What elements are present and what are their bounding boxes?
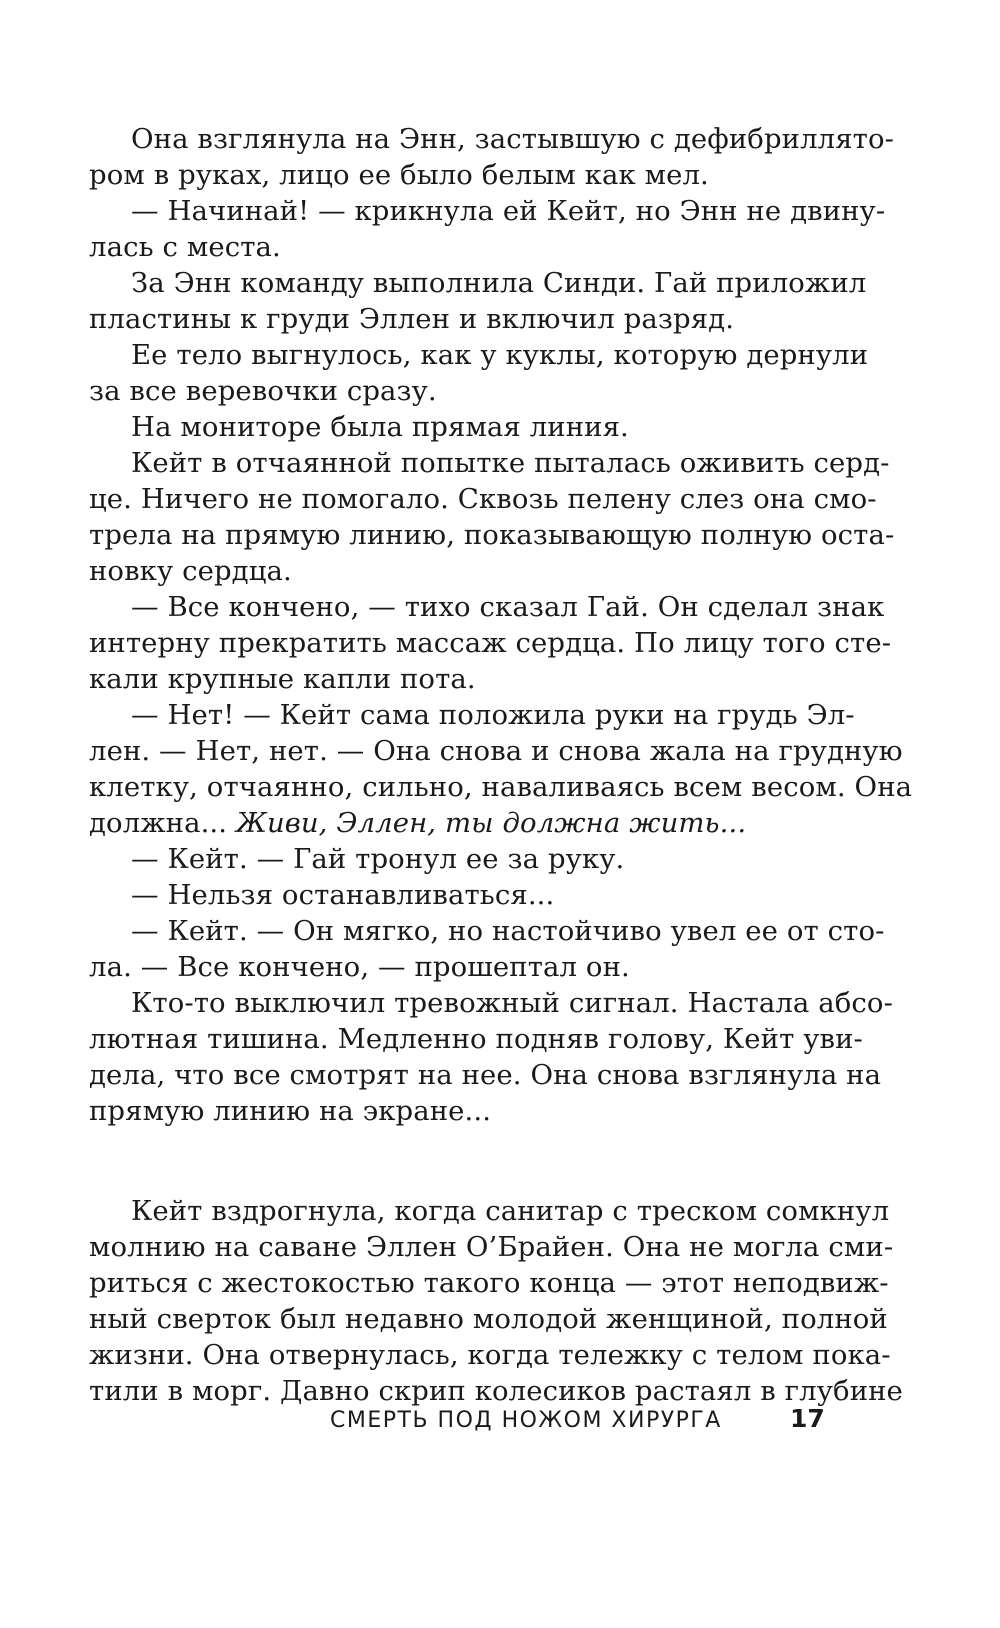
text-line: Она взглянула на Энн, застывшую с дефибриллято- — [131, 123, 895, 155]
paragraph-13 — [89, 1193, 903, 1409]
text-line: трела на прямую линию, показывающую полную оста- — [89, 519, 895, 551]
text-line — [89, 805, 829, 841]
text-line: — Нет! — Кейт сама положила руки на грудь Эл- — [131, 699, 855, 731]
text-line: — Кейт. — Гай тронул ее за руку. — [131, 843, 625, 875]
text-line: риться с жестокостью такого конца — этот неподвиж- — [89, 1267, 889, 1299]
text-line: це. Ничего не помогало. Сквозь пелену слез она смо- — [89, 483, 877, 515]
text-line: — Все кончено, — тихо сказал Гай. Он сделал знак — [131, 591, 885, 623]
running-footer-title: СМЕРТЬ ПОД НОЖОМ ХИРУРГА — [330, 1408, 722, 1433]
text-line: Кейт вздрогнула, когда санитар с треском сомкнул — [131, 1195, 890, 1227]
text-line: — Кейт. — Он мягко, но настойчиво увел ее от сто- — [131, 915, 885, 947]
italic-text: Живи, Эллен, ты должна жить... — [235, 807, 747, 839]
text-line: дела, что все смотрят на нее. Она снова взглянула на — [89, 1059, 882, 1091]
text-line: Ее тело выгнулось, как у куклы, которую дернули — [131, 339, 869, 371]
text-line: За Энн команду выполнила Синди. Гай приложил — [131, 267, 867, 299]
paragraph-5 — [89, 409, 829, 445]
paragraph-9 — [89, 841, 829, 877]
paragraph-1 — [89, 121, 895, 193]
paragraph-6 — [89, 445, 895, 589]
text-line: молнию на саване Эллен О’Брайен. Она не могла сми- — [89, 1231, 894, 1263]
text-line: прямую линию на экране... — [89, 1095, 492, 1127]
text-line: кали крупные капли пота. — [89, 663, 476, 695]
text-line: тили в морг. Давно скрип колесиков растаял в глубине — [89, 1375, 903, 1407]
text-line: лась с места. — [89, 231, 281, 263]
text-line: Кто-то выключил тревожный сигнал. Настала абсо- — [131, 987, 893, 1019]
paragraph-3 — [89, 265, 867, 337]
paragraph-4 — [89, 337, 869, 409]
text-line: ный сверток был недавно молодой женщиной, полной — [89, 1303, 888, 1335]
page-body — [89, 121, 913, 1409]
text-line: лютная тишина. Медленно подняв голову, Кейт уви- — [89, 1023, 863, 1055]
text-fragment: должна... — [89, 807, 228, 839]
paragraph-7 — [89, 589, 892, 697]
text-line: — Нельзя останавливаться... — [131, 879, 555, 911]
text-line: интерну прекратить массаж сердца. По лицу того сте- — [89, 627, 892, 659]
text-line: Кейт в отчаянной попытке пыталась оживить серд- — [131, 447, 890, 479]
paragraph-11 — [89, 913, 885, 985]
text-line: ла. — Все кончено, — прошептал он. — [89, 951, 630, 983]
text-line: — Начинай! — крикнула ей Кейт, но Энн не двину- — [131, 195, 886, 227]
paragraph-8 — [89, 697, 913, 841]
text-line: пластины к груди Эллен и включил разряд. — [89, 303, 735, 335]
section-break — [89, 1129, 829, 1193]
text-line: На мониторе была прямая линия. — [131, 411, 629, 443]
text-line: лен. — Нет, нет. — Она снова и снова жала на грудную — [89, 735, 903, 767]
paragraph-2 — [89, 193, 886, 265]
page-number: 17 — [790, 1404, 825, 1433]
text-line: ром в руках, лицо ее было белым как мел. — [89, 159, 709, 191]
text-line: за все веревочки сразу. — [89, 375, 437, 407]
paragraph-10 — [89, 877, 829, 913]
text-line: жизни. Она отвернулась, когда тележку с телом пока- — [89, 1339, 891, 1371]
text-line: новку сердца. — [89, 555, 292, 587]
paragraph-12 — [89, 985, 893, 1129]
text-line: клетку, отчаянно, сильно, наваливаясь всем весом. Она — [89, 771, 913, 803]
